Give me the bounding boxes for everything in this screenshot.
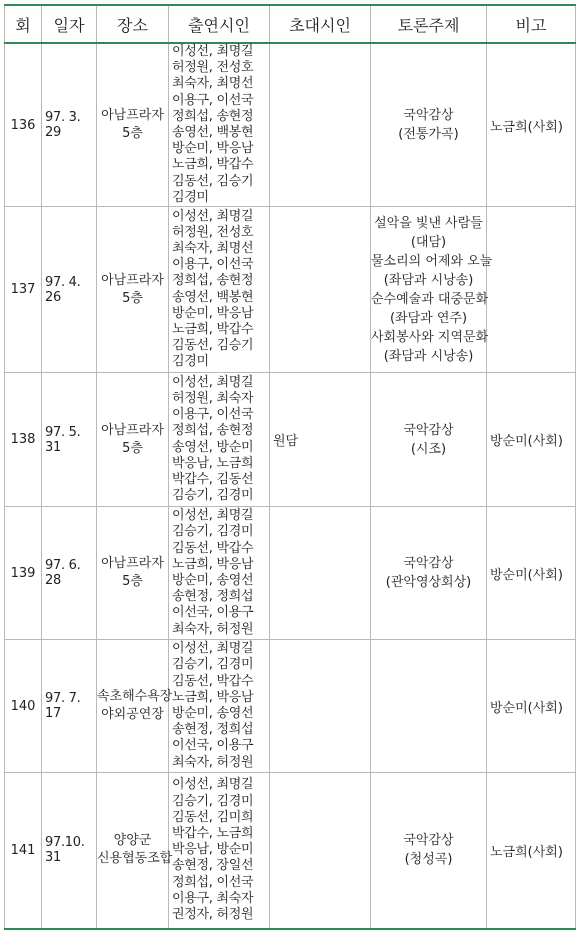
header-cell-date: 일자 bbox=[42, 5, 97, 43]
topic-line: (좌담과 시낭송) bbox=[383, 272, 474, 288]
date-cell: 97. 3. 29 bbox=[42, 43, 97, 207]
performer-line: 방순미, 박응남 bbox=[172, 305, 254, 321]
round-number-cell: 138 bbox=[5, 373, 42, 507]
schedule-table bbox=[4, 4, 576, 930]
performer-line: 정희섭, 이선국 bbox=[172, 874, 254, 890]
performer-line: 박갑수, 김동선 bbox=[172, 471, 254, 487]
place-line: 아남프라자 bbox=[101, 272, 164, 288]
performer-line: 박응남, 노금희 bbox=[172, 455, 254, 471]
performer-line: 허정원, 전성호 bbox=[172, 224, 254, 240]
performer-line: 정희섭, 송현정 bbox=[172, 423, 254, 439]
date-cell: 97.10. 31 bbox=[42, 773, 97, 929]
performer-line: 송영선, 백봉현 bbox=[172, 125, 254, 141]
topic-line: (전통가곡) bbox=[398, 127, 459, 143]
performer-line: 이성선, 최명길 bbox=[172, 777, 254, 793]
performer-line: 김동선, 박갑수 bbox=[172, 673, 254, 689]
performer-line: 노금희, 박응남 bbox=[172, 556, 254, 572]
performer-line: 이성선, 최명길 bbox=[172, 508, 254, 524]
performer-line: 이용구, 최숙자 bbox=[172, 890, 254, 906]
guest-cell bbox=[270, 207, 371, 373]
round-number-cell: 137 bbox=[5, 207, 42, 373]
performer-line: 방순미, 박응남 bbox=[172, 141, 254, 157]
place-line: 아남프라자 bbox=[101, 422, 164, 438]
place-line: 아남프라자 bbox=[101, 108, 164, 124]
performers-cell bbox=[169, 773, 270, 929]
header-cell-round: 회 bbox=[5, 5, 42, 43]
note-cell: 방순미(사회) bbox=[487, 373, 576, 507]
place-line: 5층 bbox=[122, 574, 143, 590]
performer-line: 송현정, 정희섭 bbox=[172, 589, 254, 605]
place-cell bbox=[97, 640, 173, 773]
table-body bbox=[5, 43, 576, 929]
performer-line: 송현정, 정희섭 bbox=[172, 722, 254, 738]
table-row bbox=[5, 207, 576, 373]
performer-line: 김동선, 김승기 bbox=[172, 338, 254, 354]
place-cell bbox=[97, 43, 169, 207]
place-cell bbox=[97, 207, 169, 373]
place-cell bbox=[97, 773, 173, 929]
performer-line: 김승기, 김경미 bbox=[172, 488, 254, 504]
place-line: 속초해수욕장 bbox=[97, 689, 173, 705]
performer-line: 김동선, 김미희 bbox=[172, 809, 254, 825]
header-cell-note: 비고 bbox=[487, 5, 576, 43]
topic-line: 물소리의 어제와 오늘 bbox=[371, 253, 493, 269]
performer-line: 박갑수, 노금희 bbox=[172, 825, 254, 841]
date-cell: 97. 5. 31 bbox=[42, 373, 97, 507]
performers-cell bbox=[169, 373, 270, 507]
performer-line: 이선국, 이용구 bbox=[172, 738, 254, 754]
topic-line: (대담) bbox=[410, 234, 447, 250]
date-cell: 97. 4. 26 bbox=[42, 207, 97, 373]
place-line: 신용협동조합 bbox=[97, 851, 173, 867]
performer-line: 김동선, 박갑수 bbox=[172, 540, 254, 556]
performers-cell bbox=[169, 207, 270, 373]
performer-line: 방순미, 송영선 bbox=[172, 706, 254, 722]
header-cell-topic: 토론주제 bbox=[371, 5, 487, 43]
performer-line: 정희섭, 송현정 bbox=[172, 273, 254, 289]
performer-line: 허정원, 최숙자 bbox=[172, 390, 254, 406]
table-row bbox=[5, 507, 576, 640]
performer-line: 이용구, 이선국 bbox=[172, 257, 254, 273]
performer-line: 최숙자, 최명선 bbox=[172, 76, 254, 92]
topic-line: 국악감상 bbox=[403, 833, 454, 849]
guest-cell bbox=[270, 640, 371, 773]
performer-line: 이성선, 최명길 bbox=[172, 208, 254, 224]
topic-line: 설악을 빛낸 사람들 bbox=[374, 215, 483, 231]
topic-line: (좌담과 시낭송) bbox=[383, 348, 474, 364]
performer-line: 김승기, 김경미 bbox=[172, 793, 254, 809]
round-number-cell: 141 bbox=[5, 773, 42, 929]
header-cell-guest: 초대시인 bbox=[270, 5, 371, 43]
guest-cell bbox=[270, 507, 371, 640]
round-number-cell: 136 bbox=[5, 43, 42, 207]
performer-line: 김경미 bbox=[172, 189, 209, 205]
performer-line: 권정자, 허정원 bbox=[172, 906, 254, 922]
topic-line: (청성곡) bbox=[404, 852, 453, 868]
round-number-cell: 139 bbox=[5, 507, 42, 640]
performer-line: 송현정, 장일선 bbox=[172, 858, 254, 874]
topic-line: (좌담과 연주) bbox=[389, 310, 468, 326]
performer-line: 박응남, 방순미 bbox=[172, 842, 254, 858]
performer-line: 노금희, 박갑수 bbox=[172, 321, 254, 337]
note-cell: 방순미(사회) bbox=[487, 640, 576, 773]
date-cell: 97. 7. 17 bbox=[42, 640, 97, 773]
performer-line: 방순미, 송영선 bbox=[172, 573, 254, 589]
place-line: 5층 bbox=[122, 440, 143, 456]
performer-line: 허정원, 전성호 bbox=[172, 60, 254, 76]
performer-line: 정희섭, 송현정 bbox=[172, 108, 254, 124]
topic-cell bbox=[371, 373, 487, 507]
topic-cell bbox=[371, 773, 487, 929]
place-line: 5층 bbox=[122, 126, 143, 142]
performer-line: 김경미 bbox=[172, 354, 209, 370]
performer-line: 김동선, 김승기 bbox=[172, 173, 254, 189]
performer-line: 이성선, 최명길 bbox=[172, 641, 254, 657]
topic-cell bbox=[371, 507, 487, 640]
performer-line: 최숙자, 허정원 bbox=[172, 754, 254, 770]
performer-line: 노금희, 박갑수 bbox=[172, 157, 254, 173]
guest-cell bbox=[270, 773, 371, 929]
performer-line: 이용구, 이선국 bbox=[172, 407, 254, 423]
table-row bbox=[5, 640, 576, 773]
performer-line: 최숙자, 최명선 bbox=[172, 240, 254, 256]
topic-line: (시조) bbox=[410, 441, 447, 457]
performer-line: 송영선, 백봉현 bbox=[172, 289, 254, 305]
note-cell: 노금희(사회) bbox=[487, 43, 576, 207]
table-row bbox=[5, 373, 576, 507]
guest-cell bbox=[270, 43, 371, 207]
table-row bbox=[5, 43, 576, 207]
performer-line: 김승기, 김경미 bbox=[172, 657, 254, 673]
place-line: 아남프라자 bbox=[101, 556, 164, 572]
place-line: 야외공연장 bbox=[101, 707, 164, 723]
performer-line: 이선국, 이용구 bbox=[172, 605, 254, 621]
table-row bbox=[5, 773, 576, 929]
performer-line: 이용구, 이선국 bbox=[172, 92, 254, 108]
place-cell bbox=[97, 507, 169, 640]
performer-line: 이성선, 최명길 bbox=[172, 44, 254, 59]
place-cell bbox=[97, 373, 169, 507]
performer-line: 최숙자, 허정원 bbox=[172, 621, 254, 637]
header-row bbox=[5, 5, 576, 43]
performers-cell bbox=[169, 507, 270, 640]
performer-line: 이성선, 최명길 bbox=[172, 374, 254, 390]
date-cell: 97. 6. 28 bbox=[42, 507, 97, 640]
note-cell bbox=[487, 207, 576, 373]
performer-line: 송영선, 방순미 bbox=[172, 439, 254, 455]
note-cell: 노금희(사회) bbox=[487, 773, 576, 929]
performers-cell bbox=[169, 43, 270, 207]
guest-cell: 원담 bbox=[270, 373, 371, 507]
topic-cell bbox=[371, 43, 487, 207]
topic-line: 국악감상 bbox=[403, 422, 454, 438]
header-cell-performers: 출연시인 bbox=[169, 5, 270, 43]
topic-line: 사회봉사와 지역문화 bbox=[371, 329, 489, 345]
header-cell-place: 장소 bbox=[97, 5, 169, 43]
performers-cell bbox=[169, 640, 270, 773]
place-line: 양양군 bbox=[113, 833, 152, 849]
topic-line: 국악감상 bbox=[403, 556, 454, 572]
topic-line: 국악감상 bbox=[403, 108, 454, 124]
performer-line: 김승기, 김경미 bbox=[172, 524, 254, 540]
performer-line: 노금희, 박응남 bbox=[172, 689, 254, 705]
note-cell: 방순미(사회) bbox=[487, 507, 576, 640]
place-line: 5층 bbox=[122, 290, 143, 306]
round-number-cell: 140 bbox=[5, 640, 42, 773]
topic-cell bbox=[371, 640, 487, 773]
topic-line: 순수예술과 대중문화 bbox=[371, 291, 489, 307]
topic-cell bbox=[371, 207, 493, 373]
topic-line: (관악영상회상) bbox=[385, 575, 472, 591]
